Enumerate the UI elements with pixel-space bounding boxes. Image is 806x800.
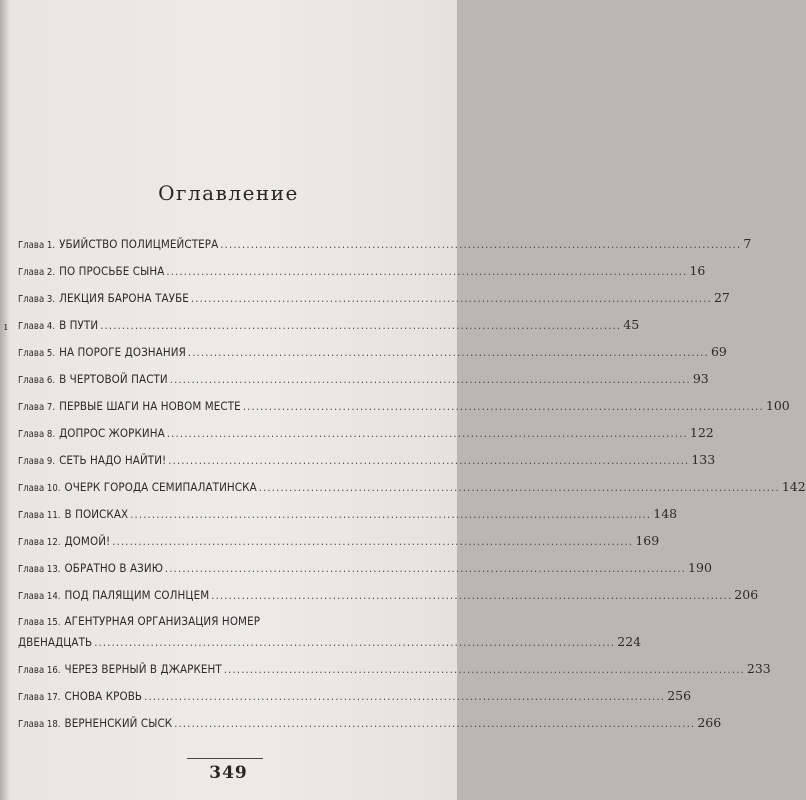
chapter-title: В ПОИСКАХ xyxy=(64,507,129,521)
leader-dots: ........................................................................................................................ xyxy=(211,589,733,602)
leader-dots: ........................................................................................................................ xyxy=(112,535,634,548)
toc-entry-continuation xyxy=(18,634,642,649)
footer-rule xyxy=(187,758,263,759)
page-ref: 45 xyxy=(623,317,640,332)
page-ref: 7 xyxy=(743,236,752,251)
toc-entry xyxy=(18,317,640,332)
toc-entry xyxy=(18,290,730,305)
leader-dots: ........................................................................................................................ xyxy=(258,481,780,494)
toc-entry xyxy=(18,425,714,440)
chapter-label: Глава 5. xyxy=(18,348,56,359)
toc-entry xyxy=(18,688,692,703)
chapter-title: СНОВА КРОВЬ xyxy=(64,689,143,703)
chapter-title: СЕТЬ НАДО НАЙТИ! xyxy=(59,453,167,467)
toc-entry xyxy=(18,398,790,413)
chapter-label: Глава 12. xyxy=(18,537,61,548)
chapter-title: НА ПОРОГЕ ДОЗНАНИЯ xyxy=(59,345,186,359)
leader-dots: ........................................................................................................................ xyxy=(130,508,652,521)
leader-dots: ........................................................................................................................ xyxy=(94,636,616,649)
toc-entry xyxy=(18,560,712,575)
toc-entry xyxy=(18,479,806,494)
chapter-label: Глава 9. xyxy=(18,456,56,467)
page-ref: 206 xyxy=(734,587,759,602)
chapter-title: ДОПРОС ЖОРКИНА xyxy=(59,426,165,440)
chapter-label: Глава 17. xyxy=(18,692,61,703)
leader-dots: ........................................................................................................................ xyxy=(174,717,696,730)
chapter-title: ПОД ПАЛЯЩИМ СОЛНЦЕМ xyxy=(64,588,210,602)
page-ref: 266 xyxy=(697,715,722,730)
page-ref: 122 xyxy=(689,425,714,440)
chapter-title: ДОМОЙ! xyxy=(64,534,111,548)
chapter-label: Глава 8. xyxy=(18,429,56,440)
leader-dots: ........................................................................................................................ xyxy=(164,562,687,575)
toc-entry xyxy=(18,371,709,386)
leader-dots: ........................................................................................................................ xyxy=(242,400,764,413)
chapter-title: ПО ПРОСЬБЕ СЫНА xyxy=(59,264,165,278)
chapter-label: Глава 13. xyxy=(18,564,61,575)
toc-entry xyxy=(18,661,771,676)
chapter-title: ЧЕРЕЗ ВЕРНЫЙ В ДЖАРКЕНТ xyxy=(64,662,222,676)
chapter-label: Глава 2. xyxy=(18,267,56,278)
margin-mark: ı xyxy=(4,320,8,333)
leader-dots: ........................................................................................................................ xyxy=(190,292,712,305)
chapter-title: АГЕНТУРНАЯ ОРГАНИЗАЦИЯ НОМЕР xyxy=(64,614,261,628)
chapter-label: Глава 6. xyxy=(18,375,56,386)
chapter-title: В ПУТИ xyxy=(59,318,99,332)
toc-entry xyxy=(18,506,678,521)
page-ref: 256 xyxy=(667,688,692,703)
chapter-title: УБИЙСТВО ПОЛИЦМЕЙСТЕРА xyxy=(59,237,219,251)
chapter-label: Глава 10. xyxy=(18,483,61,494)
toc-entry xyxy=(18,533,660,548)
page-number: 349 xyxy=(209,763,248,783)
chapter-label: Глава 18. xyxy=(18,719,61,730)
leader-dots: ........................................................................................................................ xyxy=(100,319,622,332)
page-ref: 69 xyxy=(710,344,727,359)
chapter-label: Глава 11. xyxy=(18,510,61,521)
leader-dots: ........................................................................................................................ xyxy=(187,346,709,359)
leader-dots: ........................................................................................................................ xyxy=(220,238,742,251)
toc-entry xyxy=(18,452,716,467)
toc-entry xyxy=(18,587,759,602)
toc-entry xyxy=(18,236,752,251)
chapter-label: Глава 7. xyxy=(18,402,56,413)
chapter-label: Глава 1. xyxy=(18,240,56,251)
leader-dots: ........................................................................................................................ xyxy=(144,690,666,703)
page-ref: 169 xyxy=(635,533,660,548)
page-ref: 224 xyxy=(617,634,642,649)
page-ref: 16 xyxy=(689,263,706,278)
chapter-title: В ЧЕРТОВОЙ ПАСТИ xyxy=(59,372,168,386)
leader-dots: ........................................................................................................................ xyxy=(223,663,745,676)
chapter-title: ВЕРНЕНСКИЙ СЫСК xyxy=(64,716,173,730)
chapter-label: Глава 16. xyxy=(18,665,61,676)
toc-entry xyxy=(18,263,706,278)
chapter-title-continuation: ДВЕНАДЦАТЬ xyxy=(18,635,93,649)
page-ref: 148 xyxy=(653,506,678,521)
page-ref: 27 xyxy=(713,290,730,305)
page-ref: 133 xyxy=(691,452,716,467)
page-ref: 233 xyxy=(746,661,771,676)
chapter-label: Глава 14. xyxy=(18,591,61,602)
page-ref: 190 xyxy=(688,560,712,575)
chapter-title: ПЕРВЫЕ ШАГИ НА НОВОМ МЕСТЕ xyxy=(59,399,241,413)
chapter-label: Глава 15. xyxy=(18,617,61,628)
leader-dots: ........................................................................................................................ xyxy=(166,265,688,278)
chapter-title: ОЧЕРК ГОРОДА СЕМИПАЛАТИНСКА xyxy=(64,480,257,494)
chapter-label: Глава 4. xyxy=(18,321,56,332)
chapter-title: ОБРАТНО В АЗИЮ xyxy=(64,561,163,575)
page-title: Оглавление xyxy=(158,181,299,205)
leader-dots: ........................................................................................................................ xyxy=(169,373,691,386)
toc-entry xyxy=(18,715,722,730)
leader-dots: ........................................................................................................................ xyxy=(166,427,688,440)
page-ref: 93 xyxy=(692,371,709,386)
chapter-label: Глава 3. xyxy=(18,294,56,305)
chapter-title: ЛЕКЦИЯ БАРОНА ТАУБЕ xyxy=(59,291,189,305)
page-ref: 142 xyxy=(781,479,806,494)
toc-entry xyxy=(18,344,727,359)
toc-entry xyxy=(18,614,420,628)
page-ref: 100 xyxy=(765,398,790,413)
leader-dots: ........................................................................................................................ xyxy=(168,454,690,467)
